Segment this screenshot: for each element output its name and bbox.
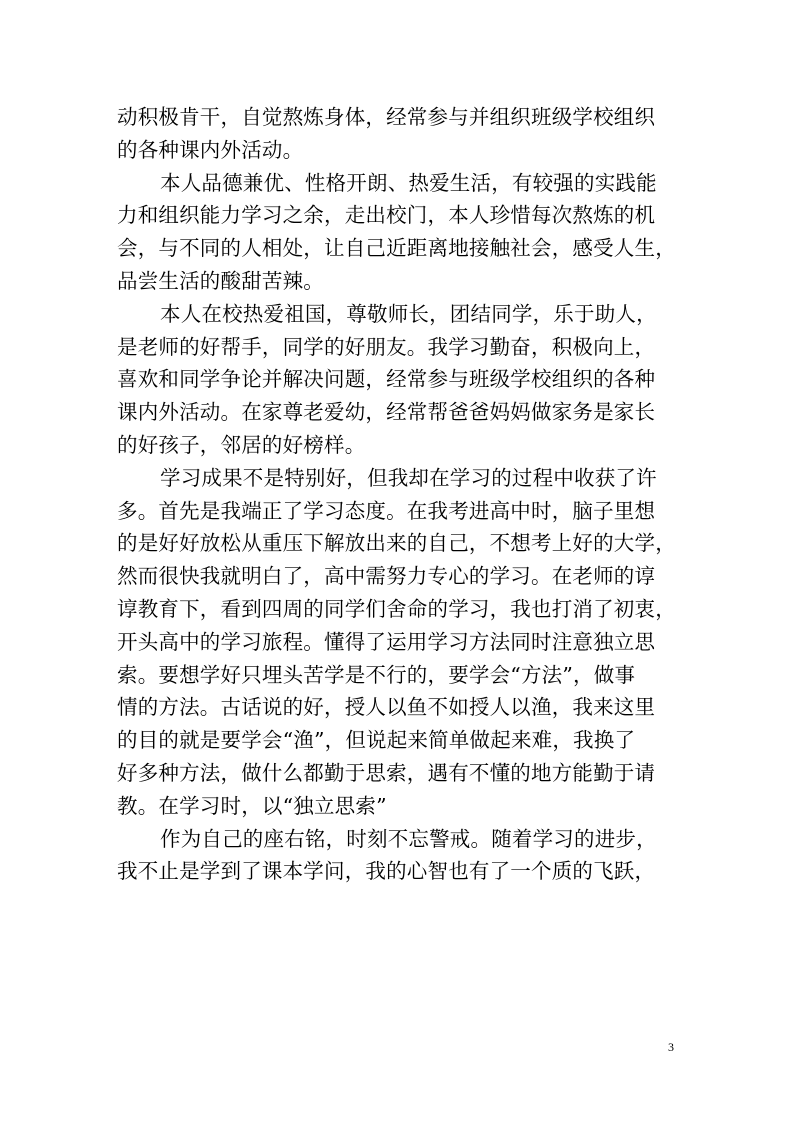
text-line: 开头高中的学习旅程。懂得了运用学习方法同时注意独立思	[117, 629, 656, 654]
text-line: 好多种方法，做什么都勤于思索，遇有不懂的地方能勤于请	[117, 760, 656, 785]
text-line: 教。在学习时，以“独立思索”	[117, 793, 387, 818]
text-line: 的是好好放松从重压下解放出来的自己，不想考上好的大学，	[117, 531, 676, 556]
text-line: 本人品德兼优、性格开朗、热爱生活，有较强的实践能	[160, 170, 657, 195]
text-line: 多。首先是我端正了学习态度。在我考进高中时，脑子里想	[117, 498, 656, 523]
text-line: 作为自己的座右铭，时刻不忘警戒。随着学习的进步，	[160, 826, 657, 851]
text-line: 我不止是学到了课本学问，我的心智也有了一个质的飞跃，	[117, 859, 656, 884]
text-line: 学习成果不是特别好，但我却在学习的过程中收获了许	[160, 465, 657, 490]
text-line: 品尝生活的酸甜苦辣。	[117, 268, 324, 293]
text-line: 喜欢和同学争论并解决问题，经常参与班级学校组织的各种	[117, 367, 656, 392]
text-line: 的目的就是要学会“渔”，但说起来简单做起来难，我换了	[117, 728, 636, 753]
text-line: 情的方法。古话说的好，授人以鱼不如授人以渔，我来这里	[117, 695, 656, 720]
page-number: 3	[668, 1040, 674, 1054]
text-line: 动积极肯干，自觉熬炼身体，经常参与并组织班级学校组织	[117, 105, 656, 129]
text-line: 然而很快我就明白了，高中需努力专心的学习。在老师的谆	[117, 564, 656, 589]
text-line: 的各种课内外活动。	[117, 137, 304, 162]
paragraph	[117, 167, 685, 298]
paragraph	[117, 101, 685, 167]
paragraph	[117, 823, 685, 889]
text-line: 是老师的好帮手，同学的好朋友。我学习勤奋，积极向上，	[117, 334, 656, 359]
document-body	[117, 101, 685, 888]
text-line: 课内外活动。在家尊老爱幼，经常帮爸爸妈妈做家务是家长	[117, 400, 656, 425]
paragraph	[117, 298, 685, 462]
text-line: 会，与不同的人相处，让自己近距离地接触社会，感受人生，	[117, 236, 676, 261]
text-line: 索。要想学好只埋头苦学是不行的，要学会“方法”，做事	[117, 662, 636, 687]
text-line: 力和组织能力学习之余，走出校门，本人珍惜每次熬炼的机	[117, 203, 656, 228]
text-line: 谆教育下，看到四周的同学们舍命的学习，我也打消了初衷，	[117, 596, 676, 621]
paragraph	[117, 462, 685, 823]
text-line: 的好孩子，邻居的好榜样。	[117, 432, 366, 457]
text-line: 本人在校热爱祖国，尊敬师长，团结同学，乐于助人，	[160, 301, 657, 326]
